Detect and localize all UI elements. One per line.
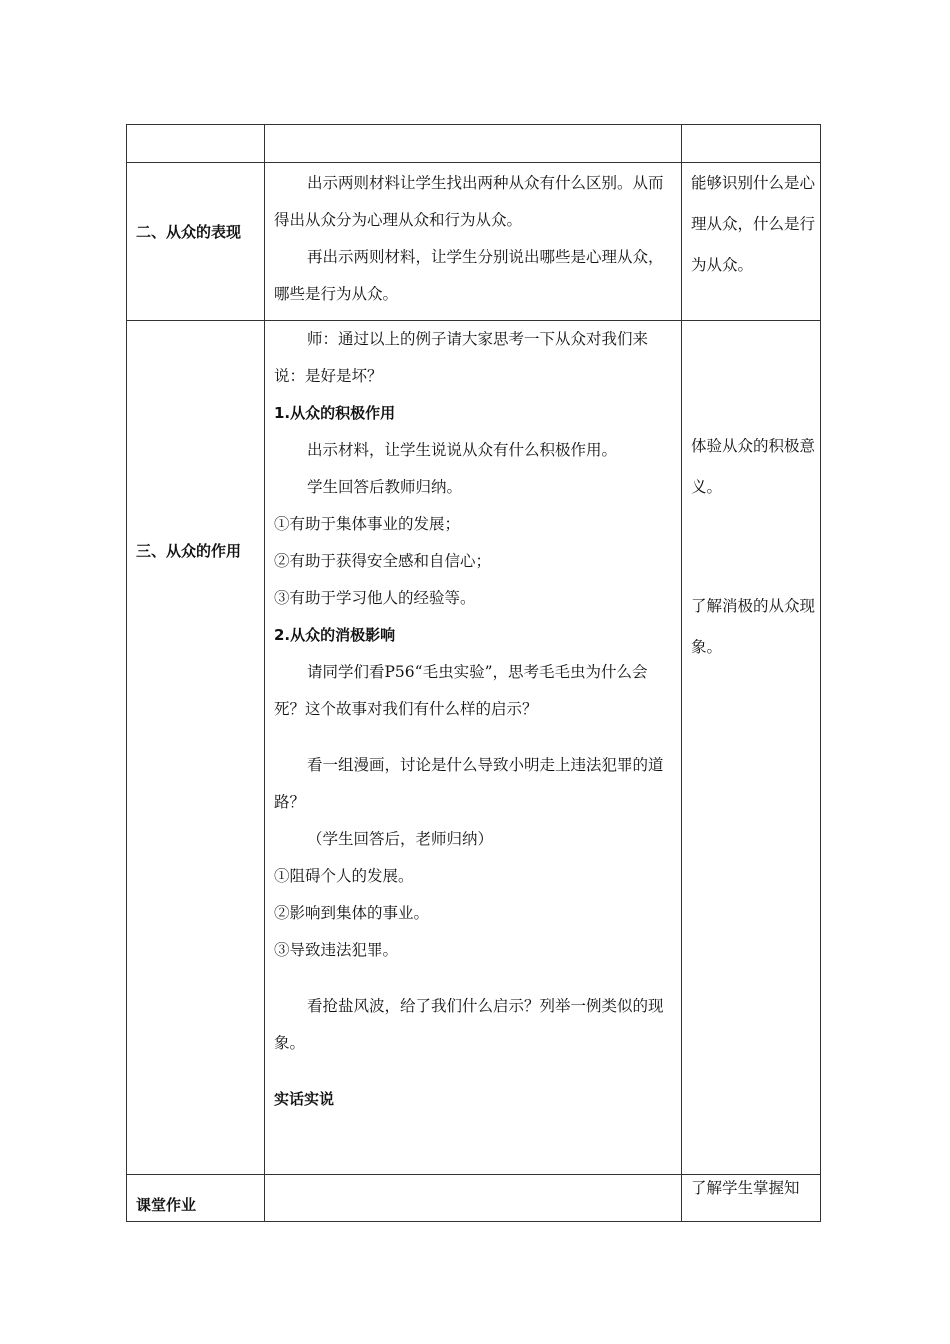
subheading: 1.从众的积极作用 — [274, 404, 396, 422]
list-item: ①阻碍个人的发展。 — [274, 867, 414, 885]
content-cell — [265, 321, 682, 1175]
goal-cell — [682, 1175, 821, 1222]
empty-cell — [265, 125, 682, 163]
section-label: 课堂作业 — [136, 1196, 197, 1214]
paragraph: （学生回答后，老师归纳） — [307, 830, 494, 848]
list-item: ②有助于获得安全感和自信心； — [274, 552, 492, 570]
goal-text: 了解学生掌握知 — [691, 1179, 800, 1197]
list-item: ②影响到集体的事业。 — [274, 904, 430, 922]
goal-text: 能够识别什么是心理从众，什么是行为从众。 — [691, 174, 816, 274]
paragraph: 看抢盐风波，给了我们什么启示？列举一例类似的现象。 — [274, 997, 664, 1052]
list-item: ①有助于集体事业的发展； — [274, 515, 461, 533]
empty-cell — [127, 125, 265, 163]
lesson-plan-table — [126, 124, 821, 1222]
paragraph: 请同学们看P56“毛虫实验”，思考毛毛虫为什么会死？这个故事对我们有什么样的启示？ — [274, 663, 648, 718]
content-cell — [265, 1175, 682, 1222]
section-label-cell — [127, 321, 265, 1175]
table-row — [127, 321, 821, 1175]
table-row — [127, 1175, 821, 1222]
section-label: 二、从众的表现 — [136, 223, 242, 241]
content-cell — [265, 163, 682, 321]
goal-cell — [682, 321, 821, 1175]
paragraph: 出示两则材料让学生找出两种从众有什么区别。从而得出从众分为心理从众和行为从众。 — [274, 174, 664, 229]
goal-text: 了解消极的从众现象。 — [691, 597, 816, 656]
goal-cell — [682, 163, 821, 321]
section-label-cell — [127, 163, 265, 321]
empty-cell — [682, 125, 821, 163]
paragraph: 师：通过以上的例子请大家思考一下从众对我们来说：是好是坏？ — [274, 330, 649, 385]
table-row — [127, 125, 821, 163]
subheading: 2.从众的消极影响 — [274, 626, 396, 644]
section-label-cell — [127, 1175, 265, 1222]
list-item: ③导致违法犯罪。 — [274, 941, 399, 959]
paragraph: 看一组漫画，讨论是什么导致小明走上违法犯罪的道路？ — [274, 756, 664, 811]
subheading: 实话实说 — [274, 1090, 335, 1108]
paragraph: 出示材料，让学生说说从众有什么积极作用。 — [307, 441, 618, 459]
table-row — [127, 163, 821, 321]
section-label: 三、从众的作用 — [136, 542, 242, 560]
list-item: ③有助于学习他人的经验等。 — [274, 589, 476, 607]
goal-text: 体验从众的积极意义。 — [691, 437, 816, 496]
paragraph: 学生回答后教师归纳。 — [307, 478, 463, 496]
paragraph: 再出示两则材料，让学生分别说出哪些是心理从众，哪些是行为从众。 — [274, 248, 664, 303]
